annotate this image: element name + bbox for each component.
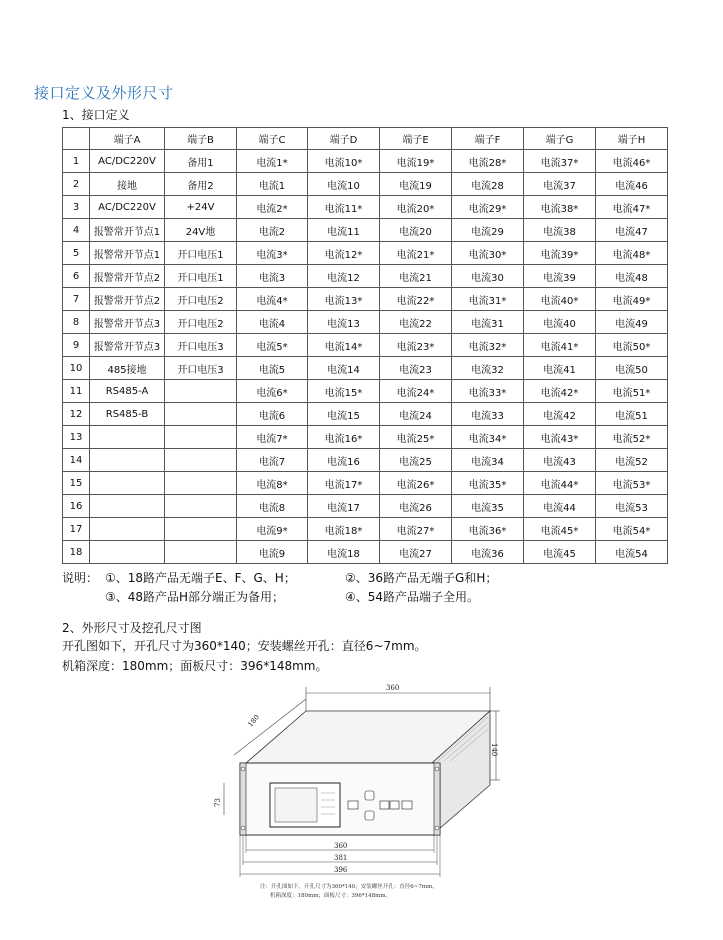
table-cell: 备用2 xyxy=(165,173,237,196)
table-cell xyxy=(165,426,237,449)
table-cell: 电流45 xyxy=(524,541,596,564)
table-cell: 电流12 xyxy=(308,265,380,288)
table-cell xyxy=(90,472,165,495)
table-cell: 电流18 xyxy=(308,541,380,564)
table-row xyxy=(63,173,668,196)
table-cell: 电流21* xyxy=(380,242,452,265)
table-cell: 电流38 xyxy=(524,219,596,242)
subheading-interface: 1、接口定义 xyxy=(62,108,130,122)
table-cell: 电流39* xyxy=(524,242,596,265)
chassis-description: 机箱深度：180mm；面板尺寸：396*148mm。 xyxy=(62,659,328,673)
table-cell: 电流30* xyxy=(452,242,524,265)
table-cell: 电流23* xyxy=(380,334,452,357)
table-cell: 电流54 xyxy=(596,541,668,564)
table-cell: 电流15* xyxy=(308,380,380,403)
section-title: 接口定义及外形尺寸 xyxy=(34,84,174,102)
table-cell: 电流14 xyxy=(308,357,380,380)
table-cell: 电流42 xyxy=(524,403,596,426)
table-cell: 电流21 xyxy=(380,265,452,288)
row-index-cell: 16 xyxy=(63,495,90,518)
table-cell: 电流20 xyxy=(380,219,452,242)
table-cell: 电流46 xyxy=(596,173,668,196)
row-index-cell: 17 xyxy=(63,518,90,541)
drawing-caption-2: 机箱深度：180mm；面板尺寸：396*148mm。 xyxy=(270,893,392,899)
table-cell: 电流45* xyxy=(524,518,596,541)
table-cell: AC/DC220V xyxy=(90,196,165,219)
table-row xyxy=(63,518,668,541)
table-cell: 接地 xyxy=(90,173,165,196)
table-row xyxy=(63,265,668,288)
table-cell: 电流8* xyxy=(237,472,308,495)
table-row xyxy=(63,150,668,173)
table-cell: 电流36 xyxy=(452,541,524,564)
table-cell: 电流51* xyxy=(596,380,668,403)
header-terminal: 端子C xyxy=(237,128,308,150)
table-row xyxy=(63,242,668,265)
table-cell: 电流27 xyxy=(380,541,452,564)
drawing-caption-1: 注：开孔图如下，开孔尺寸为360*140；安装螺丝开孔：直径6~7mm。 xyxy=(260,884,438,890)
key-left xyxy=(380,801,389,809)
table-cell: 电流53 xyxy=(596,495,668,518)
header-terminal: 端子F xyxy=(452,128,524,150)
row-index-cell: 2 xyxy=(63,173,90,196)
table-cell: 电流37 xyxy=(524,173,596,196)
table-cell: 报警常开节点3 xyxy=(90,311,165,334)
table-cell: 电流6* xyxy=(237,380,308,403)
table-cell: 电流13 xyxy=(308,311,380,334)
table-cell: 报警常开节点3 xyxy=(90,334,165,357)
table-cell: 电流3* xyxy=(237,242,308,265)
dim-top: 360 xyxy=(386,684,400,692)
row-index-cell: 13 xyxy=(63,426,90,449)
table-cell: 电流19 xyxy=(380,173,452,196)
table-cell: 开口电压2 xyxy=(165,311,237,334)
row-index-cell: 6 xyxy=(63,265,90,288)
table-cell xyxy=(90,426,165,449)
table-row xyxy=(63,495,668,518)
table-cell: 电流29 xyxy=(452,219,524,242)
table-row xyxy=(63,334,668,357)
dimension-drawing xyxy=(210,675,510,910)
row-index-cell: 15 xyxy=(63,472,90,495)
table-cell: 电流25 xyxy=(380,449,452,472)
dim-w2: 381 xyxy=(334,854,348,862)
table-cell: 备用1 xyxy=(165,150,237,173)
table-cell xyxy=(90,541,165,564)
table-cell: 开口电压3 xyxy=(165,357,237,380)
table-cell: 电流1* xyxy=(237,150,308,173)
table-cell: 电流43 xyxy=(524,449,596,472)
table-cell: 24V地 xyxy=(165,219,237,242)
table-cell: 电流20* xyxy=(380,196,452,219)
table-cell: 电流13* xyxy=(308,288,380,311)
table-cell: 电流27* xyxy=(380,518,452,541)
table-cell: 电流47* xyxy=(596,196,668,219)
table-cell: 电流41* xyxy=(524,334,596,357)
table-cell: 电流1 xyxy=(237,173,308,196)
table-row xyxy=(63,541,668,564)
table-cell: 485接地 xyxy=(90,357,165,380)
table-cell: 电流24* xyxy=(380,380,452,403)
table-cell: 电流26* xyxy=(380,472,452,495)
table-cell: 电流23 xyxy=(380,357,452,380)
table-cell: 电流2 xyxy=(237,219,308,242)
table-cell: 电流11* xyxy=(308,196,380,219)
table-cell: 电流10 xyxy=(308,173,380,196)
header-terminal: 端子G xyxy=(524,128,596,150)
row-index-cell: 14 xyxy=(63,449,90,472)
table-cell: 电流9* xyxy=(237,518,308,541)
header-terminal: 端子D xyxy=(308,128,380,150)
table-cell: 电流52 xyxy=(596,449,668,472)
table-cell: 电流32 xyxy=(452,357,524,380)
table-cell: 电流11 xyxy=(308,219,380,242)
table-cell: 电流33* xyxy=(452,380,524,403)
table-cell: 电流12* xyxy=(308,242,380,265)
table-cell: 电流37* xyxy=(524,150,596,173)
header-terminal: 端子H xyxy=(596,128,668,150)
dim-side: 140 xyxy=(490,743,498,757)
table-cell: RS485-B xyxy=(90,403,165,426)
row-index-cell: 1 xyxy=(63,150,90,173)
table-row xyxy=(63,380,668,403)
table-cell: 电流47 xyxy=(596,219,668,242)
table-cell: 电流49* xyxy=(596,288,668,311)
table-cell: 电流2* xyxy=(237,196,308,219)
header-terminal: 端子E xyxy=(380,128,452,150)
table-cell: 电流18* xyxy=(308,518,380,541)
table-cell: 电流36* xyxy=(452,518,524,541)
table-cell: 电流30 xyxy=(452,265,524,288)
table-cell: 电流28 xyxy=(452,173,524,196)
table-cell: 电流41 xyxy=(524,357,596,380)
table-cell: 电流34 xyxy=(452,449,524,472)
row-index-cell: 7 xyxy=(63,288,90,311)
table-cell: 电流53* xyxy=(596,472,668,495)
table-cell: RS485-A xyxy=(90,380,165,403)
table-cell xyxy=(165,403,237,426)
table-cell: 电流48* xyxy=(596,242,668,265)
table-cell xyxy=(90,449,165,472)
key-esc xyxy=(348,801,358,809)
header-index xyxy=(63,128,90,150)
key-enter xyxy=(402,801,412,809)
table-cell: 电流35 xyxy=(452,495,524,518)
table-row xyxy=(63,311,668,334)
table-cell xyxy=(165,472,237,495)
table-cell: 电流5* xyxy=(237,334,308,357)
row-index-cell: 8 xyxy=(63,311,90,334)
table-cell: 电流4 xyxy=(237,311,308,334)
header-terminal: 端子A xyxy=(90,128,165,150)
table-cell: 电流25* xyxy=(380,426,452,449)
table-cell: 电流44 xyxy=(524,495,596,518)
table-cell: 电流40* xyxy=(524,288,596,311)
table-cell: 电流5 xyxy=(237,357,308,380)
table-cell: 电流28* xyxy=(452,150,524,173)
table-row xyxy=(63,219,668,242)
table-cell: 电流22* xyxy=(380,288,452,311)
note-1: ①、18路产品无端子E、F、G、H； xyxy=(105,571,296,585)
table-cell: 电流31* xyxy=(452,288,524,311)
table-cell: 开口电压2 xyxy=(165,288,237,311)
table-row xyxy=(63,426,668,449)
row-index-cell: 3 xyxy=(63,196,90,219)
table-cell: 开口电压3 xyxy=(165,334,237,357)
table-cell: 电流42* xyxy=(524,380,596,403)
dim-w1: 360 xyxy=(334,842,348,850)
row-index-cell: 5 xyxy=(63,242,90,265)
terminal-table xyxy=(62,127,668,564)
header-terminal: 端子B xyxy=(165,128,237,150)
table-cell: 电流15 xyxy=(308,403,380,426)
table-cell xyxy=(165,541,237,564)
table-cell: 电流9 xyxy=(237,541,308,564)
table-row xyxy=(63,357,668,380)
table-cell: 报警常开节点2 xyxy=(90,288,165,311)
table-cell: 电流3 xyxy=(237,265,308,288)
subheading-dimensions: 2、外形尺寸及挖孔尺寸图 xyxy=(62,621,202,635)
cutout-description: 开孔图如下，开孔尺寸为360*140；安装螺丝开孔：直径6~7mm。 xyxy=(62,639,427,653)
table-cell: 电流26 xyxy=(380,495,452,518)
table-cell: 电流31 xyxy=(452,311,524,334)
table-cell: 报警常开节点1 xyxy=(90,242,165,265)
table-cell: 开口电压1 xyxy=(165,242,237,265)
dim-panel-height: 73 xyxy=(214,798,222,807)
table-cell: 电流7* xyxy=(237,426,308,449)
table-cell: 电流49 xyxy=(596,311,668,334)
table-cell: 电流50* xyxy=(596,334,668,357)
key-right xyxy=(390,801,399,809)
row-index-cell: 18 xyxy=(63,541,90,564)
table-header-row xyxy=(63,128,668,150)
table-cell: 电流51 xyxy=(596,403,668,426)
table-cell: 开口电压1 xyxy=(165,265,237,288)
table-cell xyxy=(165,380,237,403)
table-cell: 电流34* xyxy=(452,426,524,449)
table-cell: 电流29* xyxy=(452,196,524,219)
table-cell: 电流33 xyxy=(452,403,524,426)
row-index-cell: 10 xyxy=(63,357,90,380)
table-cell: 电流48 xyxy=(596,265,668,288)
table-cell xyxy=(165,518,237,541)
note-4: ④、54路产品端子全用。 xyxy=(345,590,480,604)
table-cell: 电流52* xyxy=(596,426,668,449)
row-index-cell: 4 xyxy=(63,219,90,242)
table-cell: 电流44* xyxy=(524,472,596,495)
table-cell: 电流6 xyxy=(237,403,308,426)
table-row xyxy=(63,288,668,311)
notes-label: 说明： xyxy=(62,571,99,585)
table-cell: 电流16 xyxy=(308,449,380,472)
table-cell: 电流17 xyxy=(308,495,380,518)
table-cell: 电流19* xyxy=(380,150,452,173)
note-3: ③、48路产品H部分端正为备用； xyxy=(105,590,285,604)
row-index-cell: 11 xyxy=(63,380,90,403)
table-cell: 电流14* xyxy=(308,334,380,357)
table-cell: 电流38* xyxy=(524,196,596,219)
table-cell: 电流8 xyxy=(237,495,308,518)
table-cell: 电流39 xyxy=(524,265,596,288)
table-row xyxy=(63,196,668,219)
table-cell: 电流54* xyxy=(596,518,668,541)
row-index-cell: 9 xyxy=(63,334,90,357)
table-cell: 电流17* xyxy=(308,472,380,495)
key-up xyxy=(365,791,374,800)
table-cell xyxy=(90,518,165,541)
table-cell xyxy=(90,495,165,518)
table-cell: 电流22 xyxy=(380,311,452,334)
table-cell: 电流46* xyxy=(596,150,668,173)
table-cell: 电流16* xyxy=(308,426,380,449)
table-cell: +24V xyxy=(165,196,237,219)
table-row xyxy=(63,449,668,472)
dim-depth: 180 xyxy=(246,713,262,729)
note-2: ②、36路产品无端子G和H； xyxy=(345,571,498,585)
table-cell: 电流32* xyxy=(452,334,524,357)
table-cell: 电流7 xyxy=(237,449,308,472)
table-cell: AC/DC220V xyxy=(90,150,165,173)
row-index-cell: 12 xyxy=(63,403,90,426)
table-cell: 电流24 xyxy=(380,403,452,426)
table-row xyxy=(63,472,668,495)
table-cell: 电流4* xyxy=(237,288,308,311)
table-row xyxy=(63,403,668,426)
table-cell: 报警常开节点2 xyxy=(90,265,165,288)
key-down xyxy=(365,811,374,820)
table-cell: 电流43* xyxy=(524,426,596,449)
table-cell: 报警常开节点1 xyxy=(90,219,165,242)
table-cell: 电流40 xyxy=(524,311,596,334)
table-cell: 电流35* xyxy=(452,472,524,495)
table-cell xyxy=(165,495,237,518)
table-cell xyxy=(165,449,237,472)
table-cell: 电流10* xyxy=(308,150,380,173)
dim-w3: 396 xyxy=(334,866,348,874)
table-cell: 电流50 xyxy=(596,357,668,380)
table-body xyxy=(63,150,668,564)
